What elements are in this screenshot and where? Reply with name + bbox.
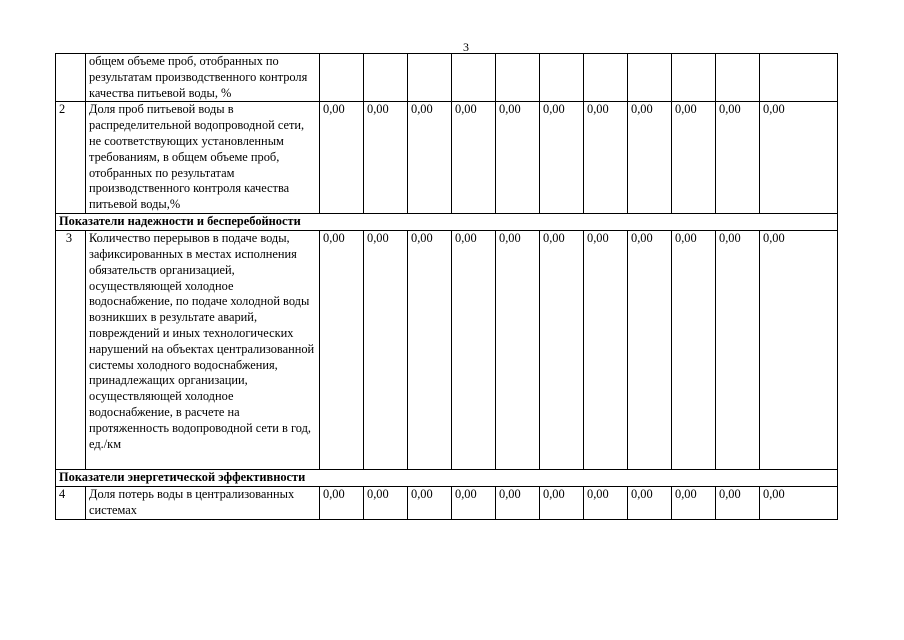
value-cell: 0,00 bbox=[320, 231, 364, 470]
value-cell: 0,00 bbox=[672, 102, 716, 214]
value-cell: 0,00 bbox=[320, 486, 364, 519]
row-number bbox=[56, 54, 86, 102]
value-cell: 0,00 bbox=[760, 486, 838, 519]
value-cell bbox=[628, 54, 672, 102]
value-cell: 0,00 bbox=[628, 231, 672, 470]
table-row bbox=[56, 54, 838, 102]
value-cell: 0,00 bbox=[364, 231, 408, 470]
value-cell: 0,00 bbox=[496, 486, 540, 519]
value-cell bbox=[672, 54, 716, 102]
value-cell: 0,00 bbox=[496, 231, 540, 470]
value-cell: 0,00 bbox=[716, 102, 760, 214]
value-cell: 0,00 bbox=[496, 102, 540, 214]
value-cell: 0,00 bbox=[540, 231, 584, 470]
value-cell: 0,00 bbox=[364, 102, 408, 214]
value-cell: 0,00 bbox=[408, 231, 452, 470]
value-cell: 0,00 bbox=[716, 486, 760, 519]
value-cell: 0,00 bbox=[408, 486, 452, 519]
row-number: 3 bbox=[56, 231, 86, 470]
table-row bbox=[56, 231, 838, 470]
value-cell: 0,00 bbox=[628, 102, 672, 214]
table-row bbox=[56, 102, 838, 214]
value-cell: 0,00 bbox=[628, 486, 672, 519]
value-cell: 0,00 bbox=[760, 231, 838, 470]
value-cell: 0,00 bbox=[760, 102, 838, 214]
value-cell bbox=[364, 54, 408, 102]
value-cell bbox=[540, 54, 584, 102]
value-cell: 0,00 bbox=[408, 102, 452, 214]
value-cell: 0,00 bbox=[584, 102, 628, 214]
value-cell: 0,00 bbox=[584, 231, 628, 470]
value-cell bbox=[320, 54, 364, 102]
row-number: 2 bbox=[56, 102, 86, 214]
section-row bbox=[56, 470, 838, 487]
value-cell: 0,00 bbox=[320, 102, 364, 214]
value-cell: 0,00 bbox=[672, 231, 716, 470]
section-title-energy: Показатели энергетической эффективности bbox=[56, 470, 838, 487]
row-description: Доля проб питьевой воды в распределительной водопроводной сети, не соответствующих установленным требованиям, в общем объеме проб, отобранных по результатам производственного контроля качества питьевой воды,% bbox=[86, 102, 320, 214]
value-cell bbox=[584, 54, 628, 102]
row-description: общем объеме проб, отобранных по результатам производственного контроля качества питьевой воды, % bbox=[86, 54, 320, 102]
value-cell: 0,00 bbox=[452, 102, 496, 214]
value-cell bbox=[760, 54, 838, 102]
value-cell: 0,00 bbox=[540, 102, 584, 214]
indicators-table bbox=[55, 53, 838, 520]
value-cell: 0,00 bbox=[452, 486, 496, 519]
value-cell: 0,00 bbox=[672, 486, 716, 519]
table-row bbox=[56, 486, 838, 519]
row-description: Доля потерь воды в централизованных системах bbox=[86, 486, 320, 519]
value-cell: 0,00 bbox=[716, 231, 760, 470]
row-description: Количество перерывов в подаче воды, зафиксированных в местах исполнения обязательств организацией, осуществляющей холодное водоснабжение, по подаче холодной воды возникших в результате аварий, повреждений и иных технологических нарушений на объектах централизованной системы холодного водоснабжения, принадлежащих организации, осуществляющей холодное водоснабжение, в расчете на протяженность водопроводной сети в год, ед./км bbox=[86, 231, 320, 470]
section-row bbox=[56, 214, 838, 231]
value-cell bbox=[408, 54, 452, 102]
value-cell bbox=[716, 54, 760, 102]
value-cell: 0,00 bbox=[540, 486, 584, 519]
value-cell: 0,00 bbox=[452, 231, 496, 470]
section-title-reliability: Показатели надежности и бесперебойности bbox=[56, 214, 838, 231]
row-number: 4 bbox=[56, 486, 86, 519]
value-cell: 0,00 bbox=[364, 486, 408, 519]
value-cell: 0,00 bbox=[584, 486, 628, 519]
page-number: 3 bbox=[463, 40, 469, 54]
value-cell bbox=[452, 54, 496, 102]
value-cell bbox=[496, 54, 540, 102]
